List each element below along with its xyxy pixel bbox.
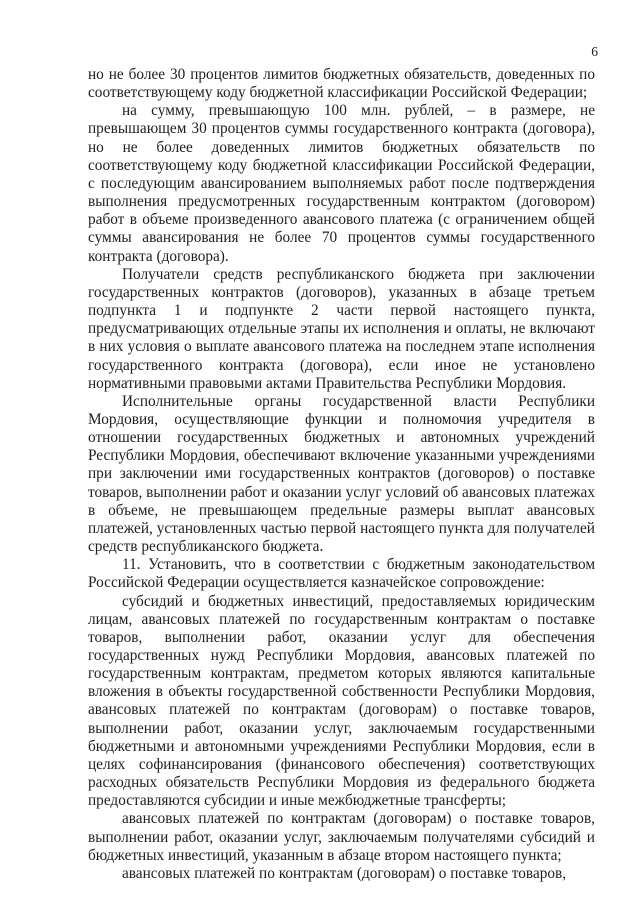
paragraph-continuation: но не более 30 процентов лимитов бюджетных обязательств, доведенных по соответствующему коду бюджетной классификации Российской Федерации; xyxy=(88,66,595,102)
paragraph-advance-payments-contracts: авансовых платежей по контрактам (договорам) о поставке товаров, xyxy=(122,864,567,882)
paragraph-item-11: 11. Установить, что в соответствии с бюджетным законодательством Российской Федерации осуществляется казначейское сопровождение: xyxy=(88,556,595,592)
paragraph-executive-bodies: Исполнительные органы государственной власти Республики Мордовия, осуществляющие функции и полномочия учредителя в отношении государственных бюджетных и автономных учреждений Республики Мордовия, обеспечивают включение указанными учреждениями при заключении ими государственных контрактов (договоров) о поставке товаров, выполнении работ и оказании услуг условий об авансовых платежах в объеме, не превышающем предельные размеры выплат авансовых платежей, установленных частью первой настоящего пункта для получателей средств республиканского бюджета. xyxy=(88,392,595,556)
paragraph-advance-over-100m: на сумму, превышающую 100 млн. рублей, – в размере, не превышающем 30 процентов суммы государственного контракта (договора), но не более доведенных лимитов бюджетных обязательств по соответствующему коду бюджетной классификации Российской Федерации, с последующим авансированием выполняемых работ после подтверждения выполнения предусмотренных государственным контрактом (договором) работ в объеме произведенного авансового платежа (с ограничением общей суммы авансирования не более 70 процентов суммы государственного контракта (договора). xyxy=(88,102,595,265)
document-body xyxy=(88,66,595,883)
paragraph-subsidies: субсидий и бюджетных инвестиций, предоставляемых юридическим лицам, авансовых платежей по государственным контрактам о поставке товаров, выполнении работ, оказании услуг для обеспечения государственных нужд Республики Мордовия, авансовых платежей по государственным контрактам, предметом которых являются капитальные вложения в объекты государственной собственности Республики Мордовия, авансовых платежей по контрактам (договорам) о поставке товаров, выполнении работ, оказании услуг, заключаемым государственными бюджетными и автономными учреждениями Республики Мордовия, если в целях софинансирования (финансового обеспечения) соответствующих расходных обязательств Республики Мордовия из федерального бюджета предоставляются субсидии и иные межбюджетные трансферты; xyxy=(88,592,595,810)
page-number: 6 xyxy=(591,44,598,59)
paragraph-recipients-contracts: Получатели средств республиканского бюджета при заключении государственных контрактов (договоров), указанных в абзаце третьем подпункта 1 и подпункте 2 части первой настоящего пункта, предусматривающих отдельные этапы их исполнения и оплаты, не включают в них условия о выплате авансового платежа на последнем этапе исполнения государственного контракта (договора), если иное не установлено нормативными правовыми актами Правительства Республики Мордовия. xyxy=(88,265,595,392)
paragraph-advance-payments-recipients: авансовых платежей по контрактам (договорам) о поставке товаров, выполнении работ, оказании услуг, заключаемым получателями субсидий и бюджетных инвестиций, указанным в абзаце втором настоящего пункта; xyxy=(88,810,595,864)
